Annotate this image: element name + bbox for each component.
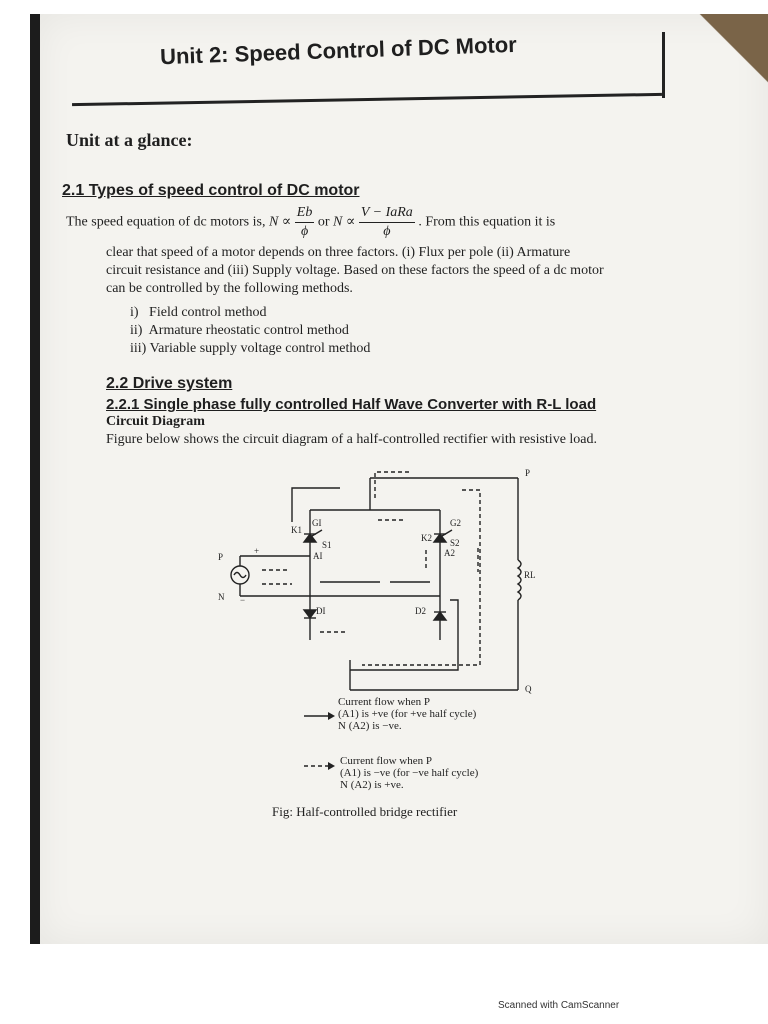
legend-line: Current flow when P: [340, 755, 432, 767]
label-minus: −: [240, 595, 246, 605]
proportional-sign-1: ∝: [281, 214, 292, 230]
fraction-v-iara: V − IaRa: [359, 204, 415, 223]
equation-tail: . From this equation it is: [418, 214, 556, 230]
diode-d1-symbol: [304, 610, 316, 618]
methods-list: [130, 304, 370, 358]
current-path-dashed-right: [362, 490, 480, 665]
legend-line: N (A2) is +ve.: [340, 779, 404, 791]
title-frame-vertical: [662, 32, 665, 98]
legend-negative-cycle: [340, 755, 478, 791]
label-rl: RL: [524, 570, 536, 580]
unit-at-a-glance-heading: Unit at a glance:: [66, 130, 193, 150]
ac-source-wave: [234, 573, 246, 578]
load-resistor-rl: [518, 560, 521, 600]
speed-equation-line: [66, 204, 706, 241]
section-2-2-1-heading: 2.2.1 Single phase fully controlled Half Wave Converter with R-L load: [106, 396, 597, 413]
equation-intro: The speed equation of dc motors is,: [66, 214, 266, 230]
equation-n-1: N: [268, 214, 279, 230]
fraction-v-iara-phi: [359, 204, 415, 241]
legend-dashed-arrowhead: [328, 762, 335, 770]
label-q: Q: [525, 684, 532, 694]
fraction-phi-1: ϕ: [300, 224, 309, 239]
label-g1: GI: [312, 518, 322, 528]
proportional-sign-2: ∝: [345, 214, 356, 230]
label-s2: S2: [450, 538, 460, 548]
list-item: iii) Variable supply voltage control method: [130, 341, 371, 356]
label-a2: A2: [444, 548, 455, 558]
circuit-diagram: [200, 460, 560, 705]
list-item: ii) Armature rheostatic control method: [130, 323, 349, 338]
legend-line: (A1) is +ve (for +ve half cycle): [338, 708, 477, 720]
label-p-top: P: [525, 468, 531, 478]
list-item: i) Field control method: [130, 305, 267, 320]
legend-line: (A1) is −ve (for −ve half cycle): [340, 767, 479, 779]
paragraph-line: can be controlled by the following methods.: [106, 281, 353, 296]
scr-s1-gate: [312, 530, 322, 536]
paragraph-line: clear that speed of a motor depends on three factors. (i) Flux per pole (ii) Armature: [106, 245, 571, 260]
figure-caption: Fig: Half-controlled bridge rectifier: [272, 804, 458, 819]
fraction-phi-2: ϕ: [383, 224, 391, 239]
section-2-1-heading: 2.1 Types of speed control of DC motor: [62, 182, 360, 199]
current-path-solid-top: [292, 488, 340, 522]
circuit-diagram-label: Circuit Diagram: [106, 414, 205, 429]
scr-s2-gate: [442, 530, 452, 536]
legend-arrows: [302, 710, 336, 770]
circuit-intro-text: Figure below shows the circuit diagram of a half-controlled rectifier with resistive load.: [106, 432, 598, 447]
legend-line: Current flow when P: [338, 696, 430, 708]
label-p-source: P: [218, 552, 224, 562]
fraction-eb: Eb: [295, 204, 315, 223]
equation-or: or: [317, 214, 330, 230]
paragraph-2-1: [106, 244, 706, 298]
label-plus: +: [254, 546, 260, 556]
label-a1: AI: [313, 551, 323, 561]
scanner-watermark: Scanned with CamScanner: [498, 1000, 620, 1011]
current-path-solid-bottom: [350, 600, 458, 670]
binding-edge: [30, 14, 40, 944]
current-path-dashed-top: [375, 472, 412, 498]
label-d1: DI: [316, 606, 326, 616]
legend-solid-arrowhead: [328, 712, 335, 720]
section-2-2-heading: 2.2 Drive system: [106, 375, 233, 392]
equation-n-2: N: [333, 214, 343, 230]
legend-positive-cycle: [338, 696, 476, 732]
page-corner: [698, 14, 768, 94]
legend-line: N (A2) is −ve.: [338, 720, 402, 732]
label-k2: K2: [421, 533, 432, 543]
page-title: Unit 2: Speed Control of DC Motor: [159, 31, 518, 70]
diode-d2-symbol: [434, 612, 446, 620]
label-n-source: N: [218, 592, 225, 602]
label-g2: G2: [450, 518, 461, 528]
label-s1: S1: [322, 540, 332, 550]
label-d2: D2: [415, 606, 426, 616]
paragraph-line: circuit resistance and (iii) Supply voltage. Based on these factors the speed of a dc motor: [106, 263, 604, 278]
fraction-eb-phi: [295, 204, 315, 241]
label-k1: K1: [291, 525, 302, 535]
